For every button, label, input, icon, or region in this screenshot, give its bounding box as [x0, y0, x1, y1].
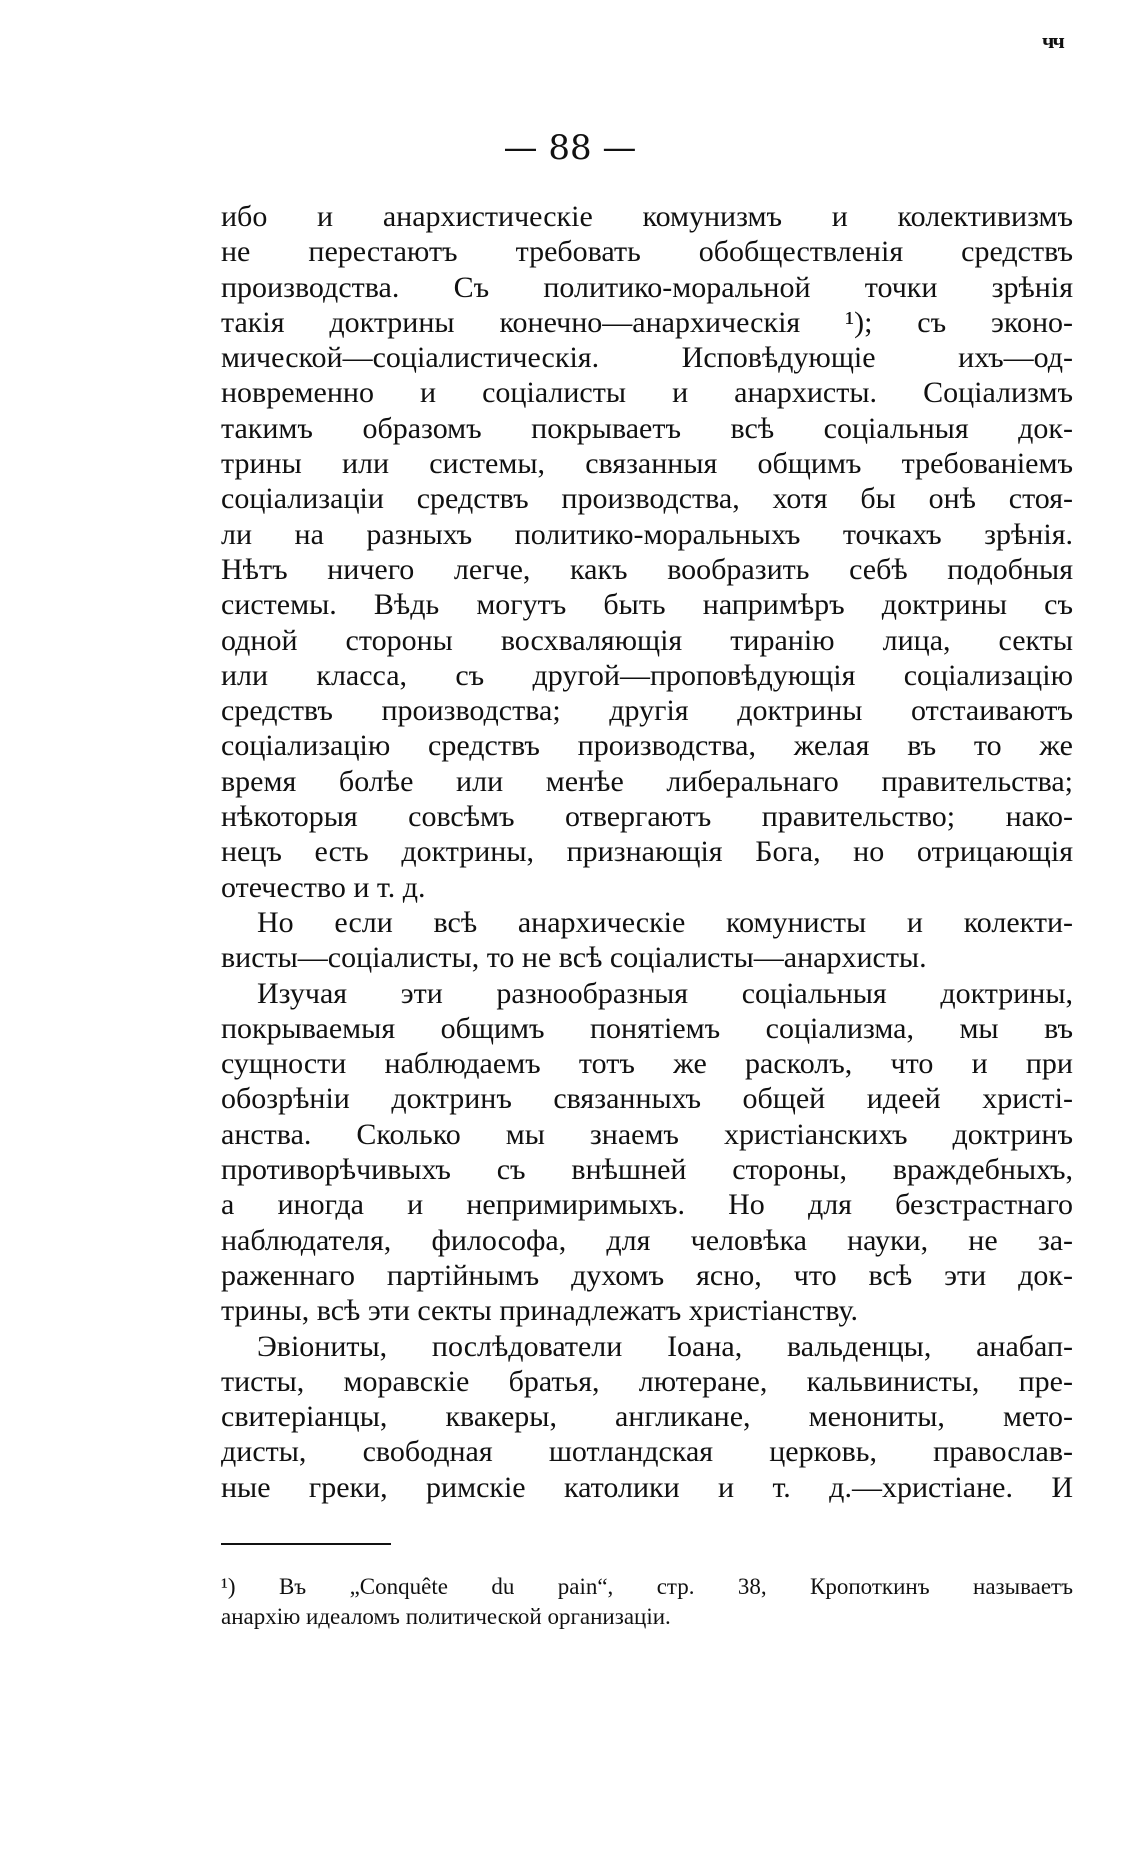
- text-line: трины или системы, связанныя общимъ требованіемъ: [221, 447, 1073, 481]
- text-line: такимъ образомъ покрываетъ всѣ соціальныя док-: [221, 411, 1073, 445]
- text-line: раженнаго партійнымъ духомъ ясно, что всѣ эти док-: [221, 1258, 1073, 1292]
- text-line: ибо и анархистическіе комунизмъ и колективизмъ: [221, 200, 1073, 233]
- text-line: соціализаціи средствъ производства, хотя бы онѣ стоя-: [221, 482, 1073, 516]
- footnote-line: ¹) Въ „Conquête du pain“, стр. 38, Кропоткинъ называетъ: [221, 1574, 1073, 1599]
- corner-mark: чч: [1042, 28, 1063, 53]
- text-line: нѣкоторыя совсѣмъ отвергаютъ правительство; нако-: [221, 800, 1073, 834]
- text-line: дисты, свободная шотландская церковь, православ-: [221, 1435, 1073, 1469]
- footnote-line: анархію идеаломъ политической организаціи.: [221, 1604, 671, 1629]
- text-line: производства. Съ политико-моральной точки зрѣнія: [221, 270, 1073, 304]
- text-line: сущности наблюдаемъ тотъ же расколъ, что и при: [221, 1047, 1073, 1081]
- page-number: — 88 —: [503, 128, 637, 168]
- text-line: системы. Вѣдь могутъ быть напримѣръ доктрины съ: [221, 588, 1073, 622]
- text-line: мической—соціалистическія. Исповѣдующіе ихъ—од-: [221, 341, 1073, 375]
- text-line: покрываемыя общимъ понятіемъ соціализма, мы въ: [221, 1011, 1073, 1045]
- text-line: ли на разныхъ политико-моральныхъ точкахъ зрѣнія.: [221, 517, 1073, 551]
- text-line: соціализацію средствъ производства, желая въ то же: [221, 729, 1073, 763]
- text-line: противорѣчивыхъ съ внѣшней стороны, враждебныхъ,: [221, 1153, 1073, 1187]
- text-line: Нѣтъ ничего легче, какъ вообразить себѣ подобныя: [221, 552, 1073, 586]
- text-line: Изучая эти разнообразныя соціальныя доктрины,: [257, 976, 1073, 1010]
- text-line: анства. Сколько мы знаемъ христіанскихъ доктринъ: [221, 1117, 1073, 1151]
- text-line: новременно и соціалисты и анархисты. Соціализмъ: [221, 376, 1073, 410]
- text-line: отечество и т. д.: [221, 870, 426, 904]
- text-line: а иногда и непримиримыхъ. Но для безстрастнаго: [221, 1188, 1073, 1222]
- text-line: не перестаютъ требовать обобществленія средствъ: [221, 235, 1073, 269]
- text-line: Но если всѣ анархическіе комунисты и колекти-: [257, 905, 1073, 939]
- text-line: наблюдателя, философа, для человѣка науки, не за-: [221, 1223, 1073, 1257]
- text-line: нецъ есть доктрины, признающія Бога, но отрицающія: [221, 835, 1073, 869]
- text-line: средствъ производства; другія доктрины отстаиваютъ: [221, 694, 1073, 728]
- text-line: висты—соціалисты, то не всѣ соціалисты—анархисты.: [221, 941, 927, 975]
- footnote-divider: [221, 1543, 391, 1545]
- text-line: время болѣе или менѣе либеральнаго правительства;: [221, 764, 1073, 798]
- text-line: ные греки, римскіе католики и т. д.—христіане. И: [221, 1470, 1073, 1504]
- text-line: такія доктрины конечно—анархическія ¹); съ эконо-: [221, 305, 1073, 339]
- text-line: трины, всѣ эти секты принадлежатъ христіанству.: [221, 1294, 858, 1328]
- text-line: свитеріанцы, квакеры, англикане, менониты, мето-: [221, 1400, 1073, 1434]
- text-line: одной стороны восхваляющія тиранію лица, секты: [221, 623, 1073, 657]
- body-text: [221, 199, 1073, 1505]
- text-line: обозрѣніи доктринъ связанныхъ общей идеей христі-: [221, 1082, 1073, 1116]
- footnote: [221, 1572, 1073, 1632]
- text-line: тисты, моравскіе братья, лютеране, кальвинисты, пре-: [221, 1364, 1073, 1398]
- text-line: или класса, съ другой—проповѣдующія соціализацію: [221, 658, 1073, 692]
- text-line: Эвіониты, послѣдователи Іоана, вальденцы, анабап-: [257, 1329, 1073, 1363]
